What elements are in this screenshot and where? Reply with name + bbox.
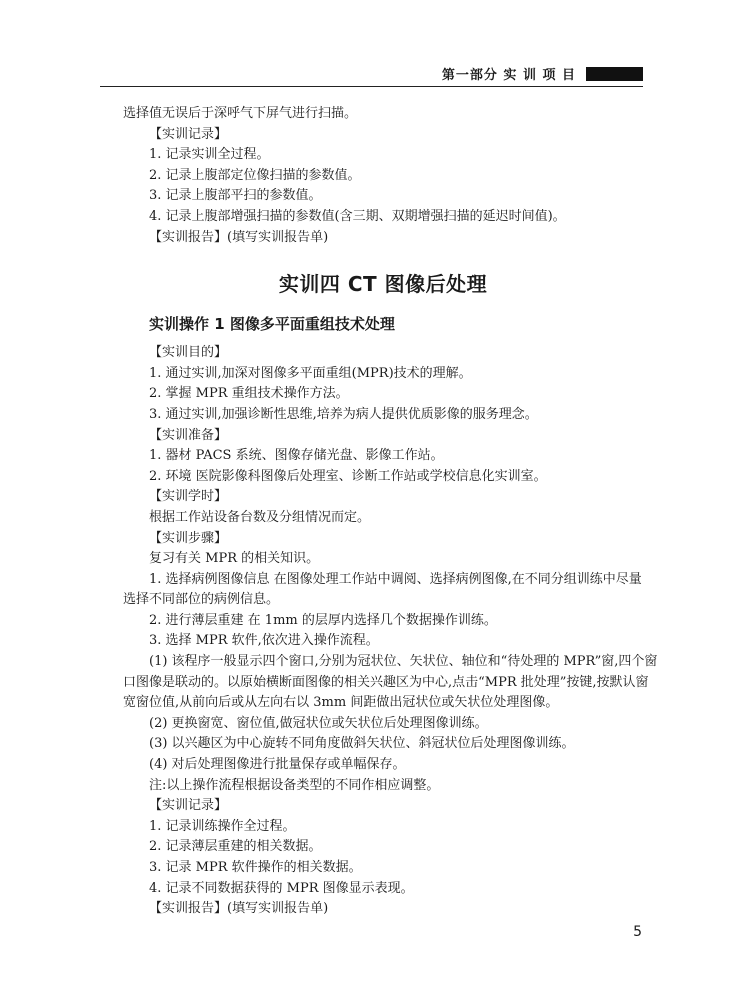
prep-item: 2. 环境 医院影像科图像后处理室、诊断工作站或学校信息化实训室。: [149, 468, 547, 484]
step-2: 2. 进行薄层重建 在 1mm 的层厚内选择几个数据操作训练。: [149, 612, 497, 628]
record-item: 2. 记录薄层重建的相关数据。: [149, 839, 322, 855]
prep-heading: 【实训准备】: [149, 427, 228, 443]
record-item: 1. 记录实训全过程。: [149, 147, 270, 163]
hours-text: 根据工作站设备台数及分组情况而定。: [149, 509, 371, 525]
purpose-item: 3. 通过实训,加强诊断性思维,培养为病人提供优质影像的服务理念。: [149, 406, 538, 422]
record-item: 3. 记录上腹部平扫的参数值。: [149, 188, 322, 204]
substep-3: (3) 以兴趣区为中心旋转不同角度做斜矢状位、斜冠状位后处理图像训练。: [149, 736, 575, 752]
purpose-item: 1. 通过实训,加深对图像多平面重组(MPR)技术的理解。: [149, 365, 472, 381]
record-heading: 【实训记录】: [149, 126, 228, 142]
record-item: 3. 记录 MPR 软件操作的相关数据。: [149, 860, 362, 875]
running-head-bar: [586, 67, 643, 81]
running-head-text: 第一部分 实 训 项 目: [441, 68, 576, 83]
substep-1-line: (1) 该程序一般显示四个窗口,分别为冠状位、矢状位、轴位和“待处理的 MPR”窗,四个窗: [149, 654, 658, 670]
substep-2: (2) 更换窗宽、窗位值,做冠状位或矢状位后处理图像训练。: [149, 715, 488, 731]
steps-note: 注:以上操作流程根据设备类型的不同作相应调整。: [149, 777, 440, 793]
step-1-line: 选择不同部位的病例信息。: [123, 592, 280, 608]
record-item: 4. 记录上腹部增强扫描的参数值(含三期、双期增强扫描的延迟时间值)。: [149, 208, 566, 224]
operation-title: 实训操作 1 图像多平面重组技术处理: [149, 315, 395, 334]
header-rule: [100, 86, 643, 87]
substep-1-line: 宽窗位值,从前向后或从左向右以 3mm 间距做出冠状位或矢状位处理图像。: [123, 695, 559, 711]
step-1-paragraph: [123, 570, 643, 611]
record-heading: 【实训记录】: [149, 798, 228, 814]
page-content: [123, 104, 658, 920]
steps-heading: 【实训步骤】: [149, 530, 228, 546]
page-number: 5: [633, 924, 642, 940]
substep-4: (4) 对后处理图像进行批量保存或单幅保存。: [149, 757, 406, 773]
record-item: 1. 记录训练操作全过程。: [149, 818, 296, 834]
step-3: 3. 选择 MPR 软件,依次进入操作流程。: [149, 633, 379, 649]
purpose-heading: 【实训目的】: [149, 345, 228, 361]
record-item: 4. 记录不同数据获得的 MPR 图像显示表现。: [149, 880, 414, 896]
report-line: 【实训报告】(填写实训报告单): [149, 229, 329, 245]
prep-item: 1. 器材 PACS 系统、图像存储光盘、影像工作站。: [149, 448, 444, 464]
section-title: 实训四 CT 图像后处理: [278, 272, 488, 297]
hours-heading: 【实训学时】: [149, 489, 228, 505]
record-item: 2. 记录上腹部定位像扫描的参数值。: [149, 167, 361, 183]
purpose-item: 2. 掌握 MPR 重组技术操作方法。: [149, 386, 349, 402]
continuation-text: 选择值无误后于深呼气下屏气进行扫描。: [123, 106, 358, 121]
substep-1-line: 口图像是联动的。以原始横断面图像的相关兴趣区为中心,点击“MPR 批处理”按键,按默认窗: [123, 674, 649, 690]
steps-intro: 复习有关 MPR 的相关知识。: [149, 551, 320, 567]
running-head: [442, 64, 643, 83]
substep-1-paragraph: [123, 652, 658, 714]
report-line: 【实训报告】(填写实训报告单): [149, 901, 329, 917]
step-1-line: 1. 选择病例图像信息 在图像处理工作站中调阅、选择病例图像,在不同分组训练中尽量: [149, 571, 642, 587]
